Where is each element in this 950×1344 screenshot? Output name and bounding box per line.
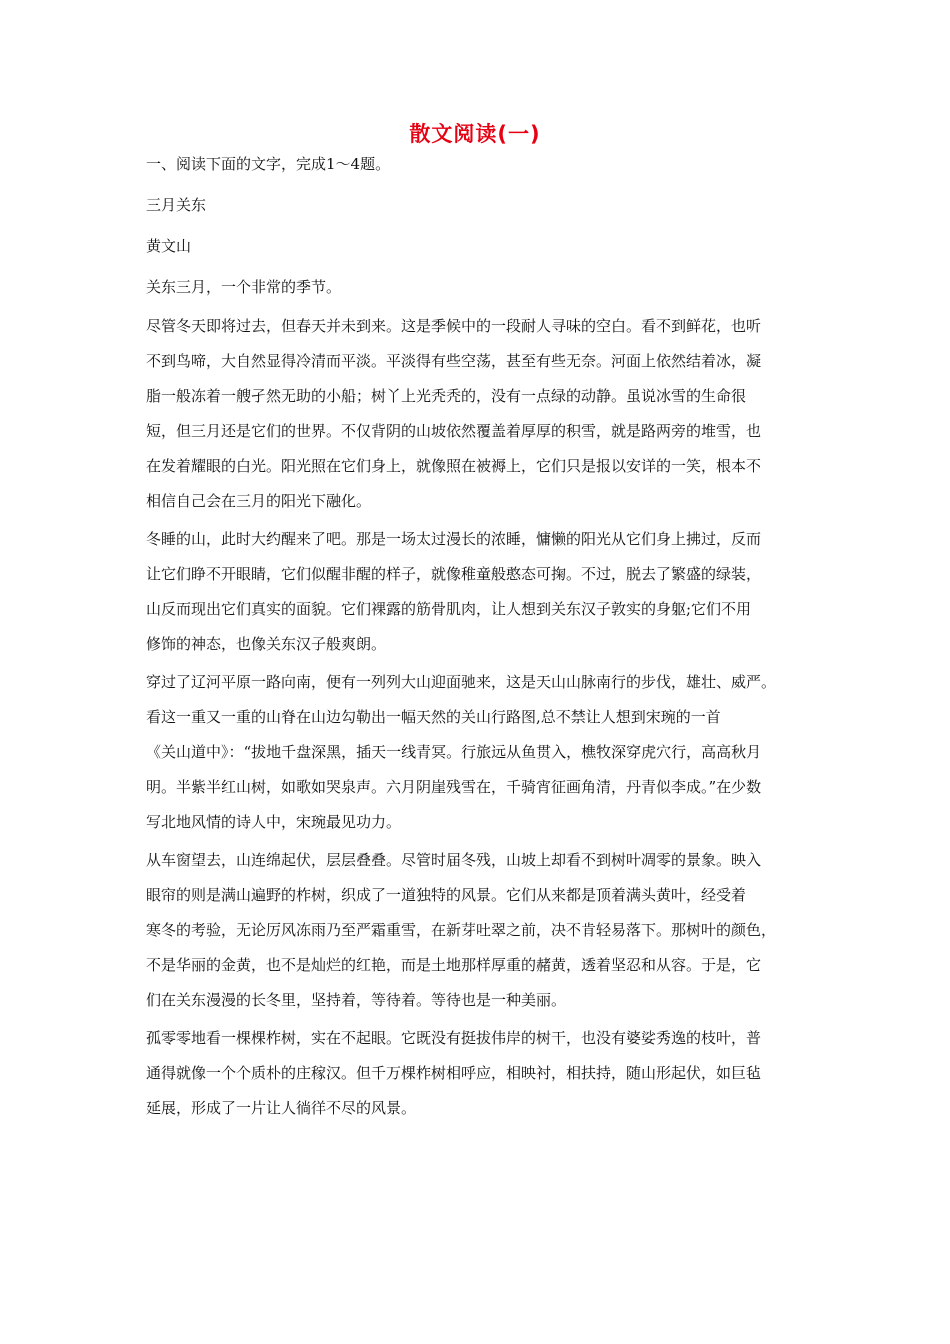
- paragraph-line: 冬睡的山，此时大约醒来了吧。那是一场太过漫长的浓睡，慵懒的阳光从它们身上拂过，反而: [146, 530, 762, 548]
- page-title: 散文阅读(一): [409, 122, 541, 146]
- paragraph-line: 延展，形成了一片让人徜徉不尽的风景。: [146, 1099, 417, 1117]
- document-body: [146, 148, 810, 1126]
- paragraph-line: 山反而现出它们真实的面貌。它们裸露的筋骨肌肉，让人想到关东汉子敦实的身躯;它们不用: [146, 600, 752, 618]
- paragraph-line: 短，但三月还是它们的世界。不仅背阴的山坡依然覆盖着厚厚的积雪，就是路两旁的堆雪，也: [146, 422, 762, 440]
- paragraph: [146, 522, 810, 662]
- paragraph-line: 脂一般冻着一艘孑然无助的小船；树丫上光秃秃的，没有一点绿的动静。虽说冰雪的生命很: [146, 387, 747, 405]
- paragraph: [146, 1021, 810, 1126]
- paragraph-line: 寒冬的考验，无论厉风冻雨乃至严霜重雪，在新芽吐翠之前，决不肯轻易落下。那树叶的颜色，: [146, 921, 777, 939]
- paragraph-line: 看这一重又一重的山脊在山边勾勒出一幅天然的关山行路图,总不禁让人想到宋琬的一首: [146, 708, 721, 726]
- paragraph-line: 明。半紫半红山树，如歌如哭泉声。六月阴崖残雪在，千骑宵征画角清，丹青似李成。”在少数: [146, 778, 762, 796]
- paragraph-line: 关东三月，一个非常的季节。: [146, 278, 342, 296]
- paragraph-line: 眼帘的则是满山遍野的柞树，织成了一道独特的风景。它们从来都是顶着满头黄叶，经受着: [146, 886, 747, 904]
- paragraph-line: 通得就像一个个质朴的庄稼汉。但千万棵柞树相呼应，相映衬，相扶持，随山形起伏，如巨毡: [146, 1064, 762, 1082]
- paragraph-line: 孤零零地看一棵棵柞树，实在不起眼。它既没有挺拔伟岸的树干，也没有婆娑秀逸的枝叶，普: [146, 1029, 762, 1047]
- paragraph-line: 从车窗望去，山连绵起伏，层层叠叠。尽管时届冬残，山坡上却看不到树叶凋零的景象。映入: [146, 851, 762, 869]
- paragraph: [146, 309, 810, 519]
- paragraph: [146, 843, 810, 1018]
- paragraph-line: 相信自己会在三月的阳光下融化。: [146, 492, 372, 510]
- author-name: 黄文山: [146, 237, 192, 255]
- paragraph-line: 们在关东漫漫的长冬里，坚持着，等待着。等待也是一种美丽。: [146, 991, 567, 1009]
- paragraph-line: 尽管冬天即将过去，但春天并未到来。这是季候中的一段耐人寻味的空白。看不到鲜花，也听: [146, 317, 762, 335]
- paragraph-line: 不是华丽的金黄，也不是灿烂的红艳，而是土地那样厚重的赭黄，透着坚忍和从容。于是，它: [146, 956, 762, 974]
- paragraph-line: 穿过了辽河平原一路向南，便有一列列大山迎面驰来，这是天山山脉南行的步伐，雄壮、威严。: [146, 673, 777, 691]
- essay-title: 三月关东: [146, 196, 207, 214]
- paragraph-line: 写北地风情的诗人中，宋琬最见功力。: [146, 813, 402, 831]
- paragraph: [146, 665, 810, 840]
- paragraph-line: 《关山道中》：“拔地千盘深黑，插天一线青冥。行旅远从鱼贯入，樵牧深穿虎穴行，高高秋月: [146, 743, 762, 761]
- instruction-text: 一、阅读下面的文字，完成1～4题。: [146, 155, 391, 173]
- paragraph-line: 在发着耀眼的白光。阳光照在它们身上，就像照在被褥上，它们只是报以安详的一笑，根本不: [146, 457, 762, 475]
- paragraph-line: 不到鸟啼，大自然显得冷清而平淡。平淡得有些空荡，甚至有些无奈。河面上依然结着冰，凝: [146, 352, 762, 370]
- paragraph-line: 让它们睁不开眼睛，它们似醒非醒的样子，就像稚童般憨态可掬。不过，脱去了繁盛的绿装，: [146, 565, 762, 583]
- paragraph-line: 修饰的神态，也像关东汉子般爽朗。: [146, 635, 387, 653]
